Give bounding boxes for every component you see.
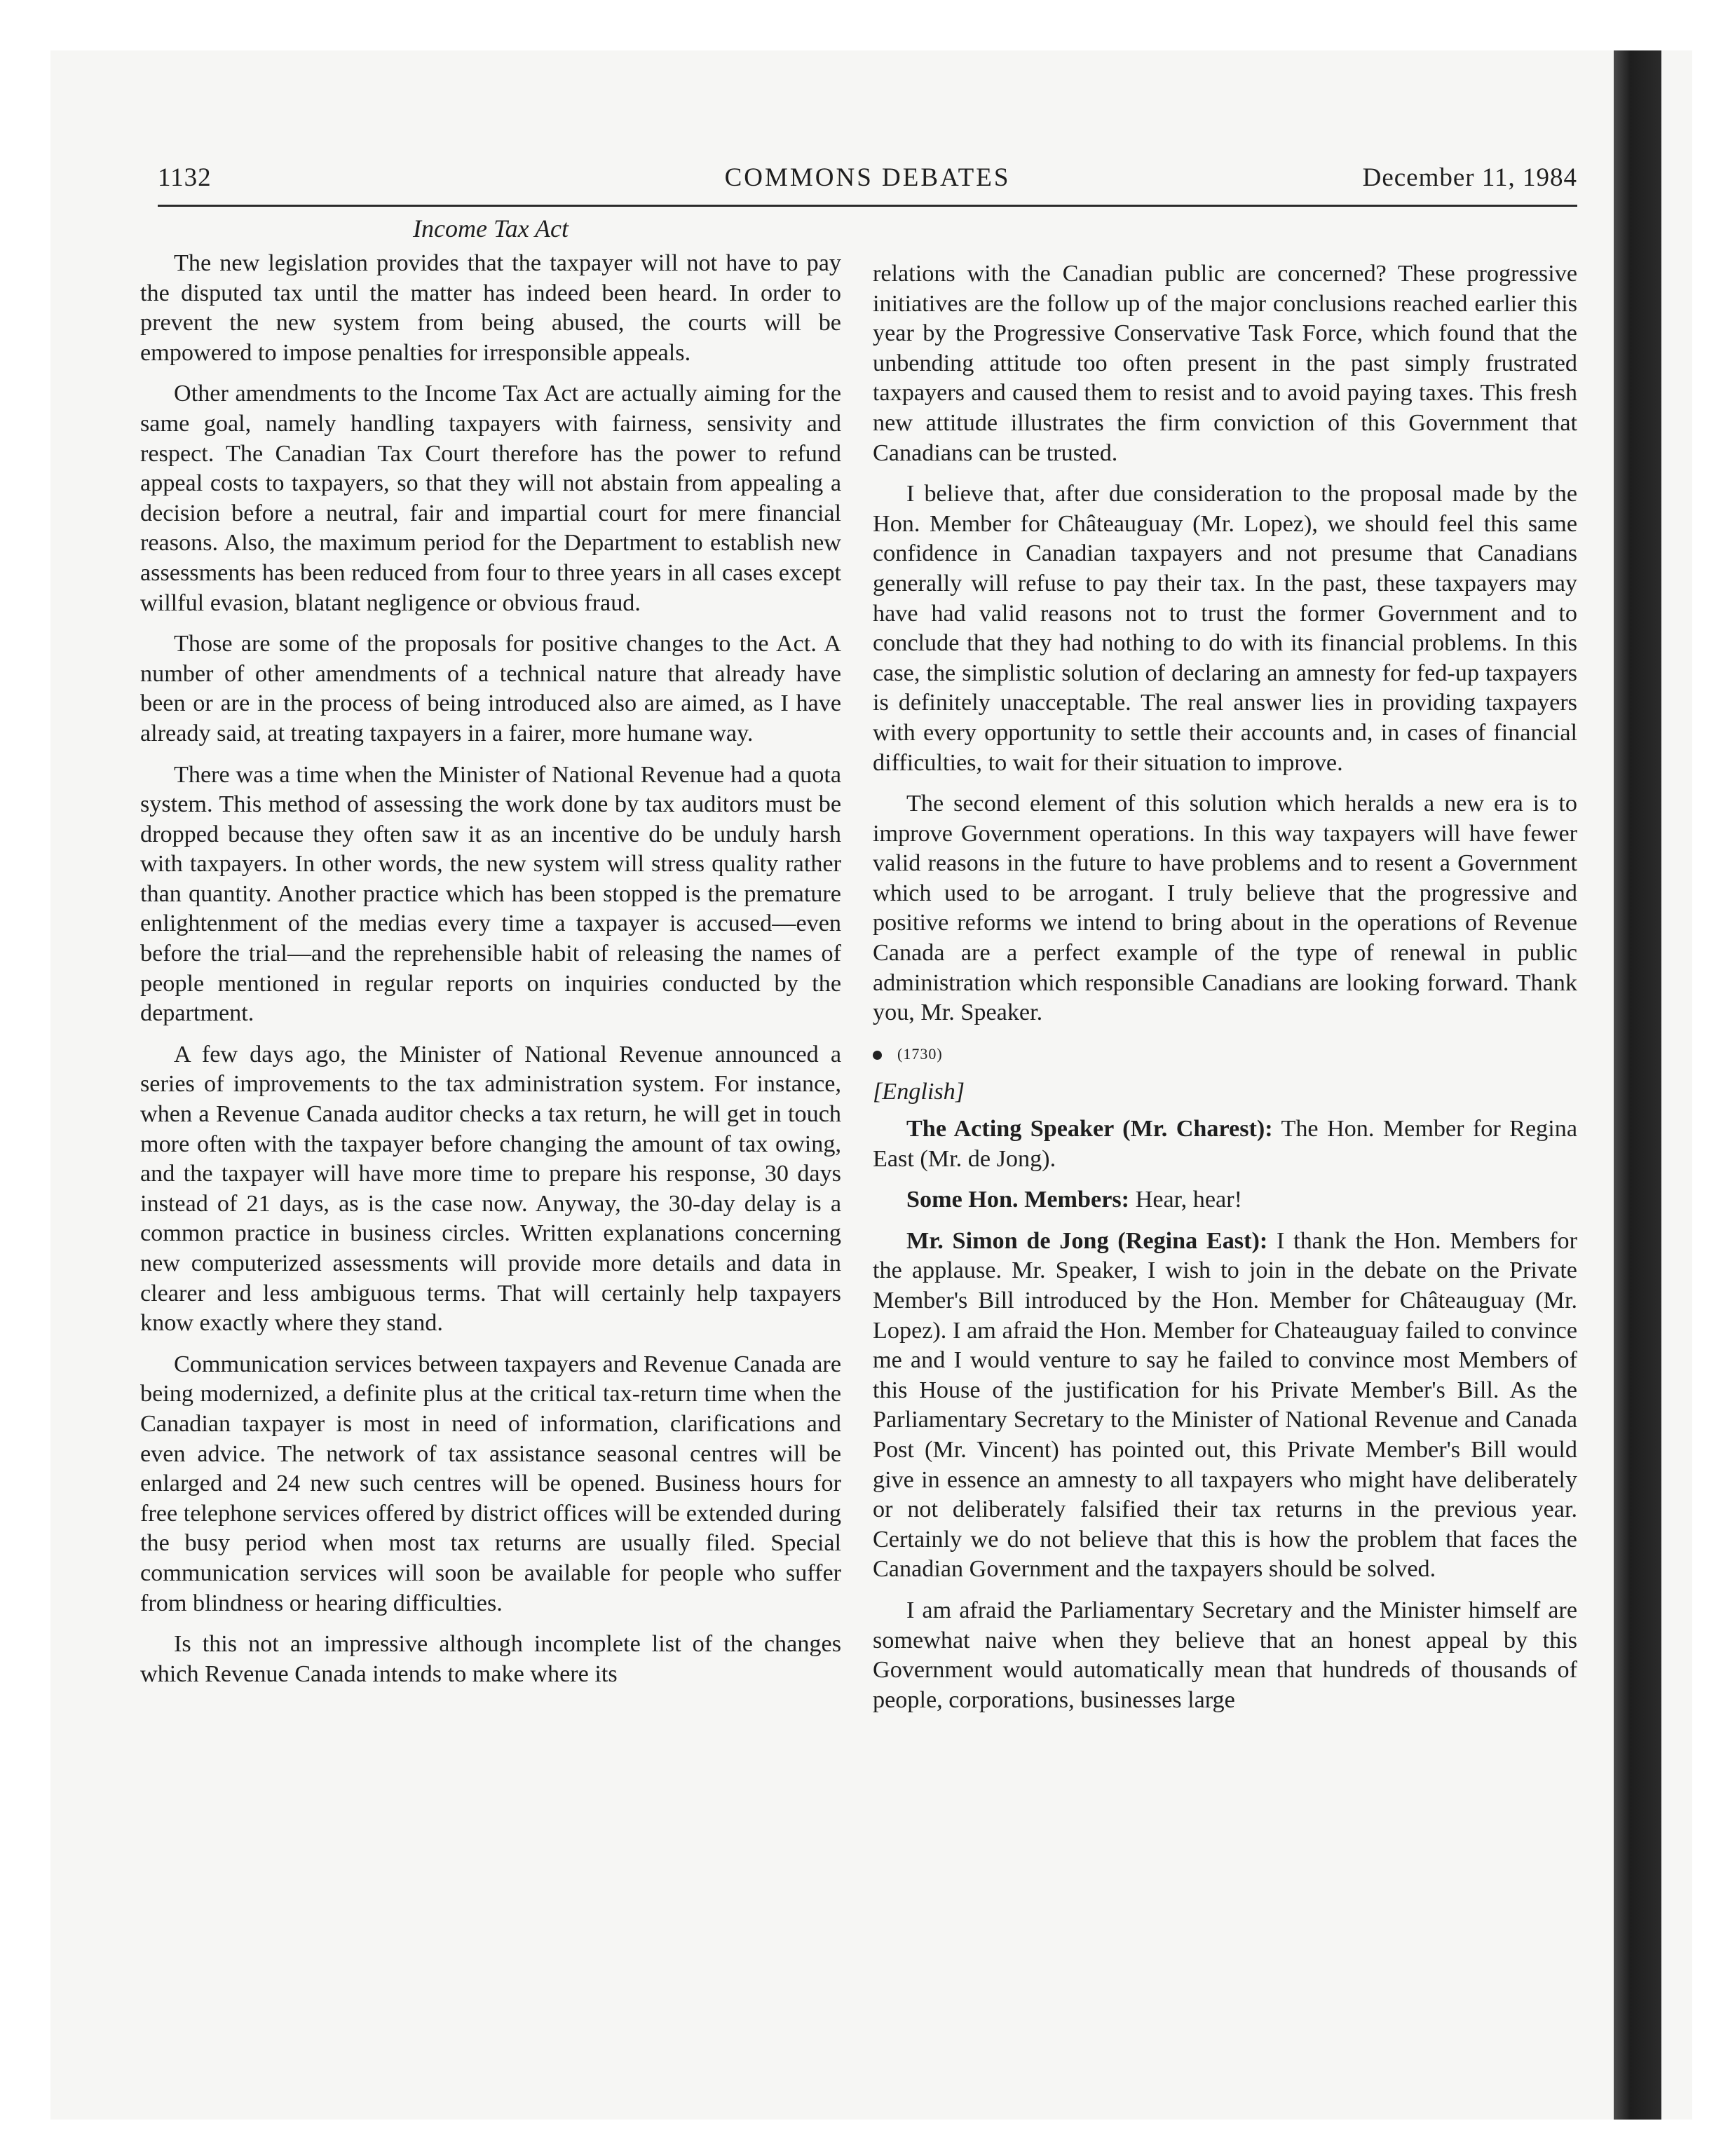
speaker-name: Mr. Simon de Jong (Regina East): bbox=[906, 1227, 1268, 1254]
section-title: Income Tax Act bbox=[413, 214, 569, 243]
paragraph: A few days ago, the Minister of National Revenue announced a series of improvements to the tax administration system. For instance, when a Revenue Canada auditor checks a tax return, he will get in touch more often with the taxpayer before changing the amount of tax owing, and the taxpayer will have more time to prepare his response, 30 days instead of 21 days, as is the case now. Anyway, the 30-day delay is a common practice in business circles. Written explanations concerning new computerized assessments will provide more details and data in clearer and less ambiguous terms. That will certainly help taxpayers know exactly where they stand. bbox=[140, 1041, 841, 1337]
speech-paragraph bbox=[873, 1185, 1577, 1215]
paragraph: The second element of this solution which heralds a new era is to improve Government operations. In this way taxpayers will have fewer valid reasons in the future to have problems and to resent a Government which used to be arrogant. I truly believe that the progressive and positive reforms we intend to bring about in the operations of Revenue Canada are a perfect example of the type of renewal in public administration which responsible Canadians are looking forward. Thank you, Mr. Speaker. bbox=[873, 791, 1577, 1026]
bullet-icon bbox=[873, 1051, 882, 1060]
speaker-name: Some Hon. Members: bbox=[906, 1187, 1130, 1213]
paragraph: I believe that, after due consideration to the proposal made by the Hon. Member for Châteauguay (Mr. Lopez), we should feel this same confidence in Canadian taxpayers and not presume that Canadians generally will refuse to pay their tax. In the past, these taxpayers may have had valid reasons not to trust the former Government and to conclude that they had nothing to do with its financial problems. In this case, the simplistic solution of declaring an amnesty for fed-up taxpayers is definitely unacceptable. The real answer lies in providing taxpayers with every opportunity to settle their accounts and, in cases of financial difficulties, to wait for their situation to improve. bbox=[873, 481, 1577, 776]
speech-text: The Hon. Member for Regina East (Mr. de Jong). bbox=[873, 1116, 1577, 1172]
paragraph: Other amendments to the Income Tax Act are actually aiming for the same goal, namely handling taxpayers with fairness, sensivity and respect. The Canadian Tax Court therefore has the power to refund appeal costs to taxpayers, so that they will not abstain from appealing a decision before a neutral, fair and impartial court for mere financial reasons. Also, the maximum period for the Department to establish new assessments has been reduced from four to three years in all cases except willful evasion, blatant negligence or obvious fraud. bbox=[140, 381, 841, 616]
right-column bbox=[873, 259, 1577, 1726]
speech-text: Hear, hear! bbox=[1135, 1187, 1242, 1213]
paragraph: The new legislation provides that the taxpayer will not have to pay the disputed tax until the matter has indeed been heard. In order to prevent the new system from being abused, the courts will be empowered to impose penalties for irresponsible appeals. bbox=[140, 250, 841, 366]
publication-title: COMMONS DEBATES bbox=[724, 163, 1011, 192]
time-marker-text: (1730) bbox=[897, 1044, 943, 1063]
speech-paragraph bbox=[873, 1227, 1577, 1585]
left-column bbox=[140, 249, 841, 1700]
page-header bbox=[158, 156, 1577, 207]
paragraph: Communication services between taxpayers and Revenue Canada are being modernized, a definite plus at the critical tax-return time when the Canadian taxpayer is most in need of information, clarifications and even advice. The network of tax assistance seasonal centres will be enlarged and 24 new such centres will be opened. Business hours for free telephone services offered by district offices will be extended during the busy period when most tax returns are usually filed. Special communication services will soon be available for people who suffer from blindness or hearing difficulties. bbox=[140, 1351, 841, 1616]
binding-edge bbox=[1614, 50, 1661, 2120]
paragraph: I am afraid the Parliamentary Secretary and the Minister himself are somewhat naive when they believe that an honest appeal by this Government would automatically mean that hundreds of thousands of people, corporations, businesses large bbox=[873, 1597, 1577, 1713]
speaker-name: The Acting Speaker (Mr. Charest): bbox=[906, 1116, 1273, 1142]
speech-paragraph bbox=[873, 1114, 1577, 1174]
paragraph: relations with the Canadian public are concerned? These progressive initiatives are the follow up of the major conclusions reached earlier this year by the Progressive Conservative Task Force, which found that the unbending attitude too often present in the past simply frustrated taxpayers and caused them to resist and to avoid paying taxes. This fresh new attitude illustrates the firm conviction of this Government that Canadians can be trusted. bbox=[873, 261, 1577, 466]
language-tag: [English] bbox=[873, 1079, 965, 1105]
paragraph: Those are some of the proposals for positive changes to the Act. A number of other amendments of a technical nature that already have been or are in the process of being introduced also are aimed, as I have already said, at treating taxpayers in a fairer, more humane way. bbox=[140, 631, 841, 746]
page-number: 1132 bbox=[158, 163, 212, 192]
paragraph: Is this not an impressive although incomplete list of the changes which Revenue Canada intends to make where its bbox=[140, 1631, 841, 1687]
page-date: December 11, 1984 bbox=[1362, 163, 1577, 192]
speech-text: I thank the Hon. Members for the applause. Mr. Speaker, I wish to join in the debate on the Private Member's Bill introduced by the Hon. Member for Châteauguay (Mr. Lopez). I am afraid the Hon. Member for Chateauguay failed to convince me and I would venture to say he failed to convince most Members of this House of the justification for his Private Member's Bill. As the Parliamentary Secretary to the Minister of National Revenue and Canada Post (Mr. Vincent) has pointed out, this Private Member's Bill would give in essence an amnesty to all taxpayers who might have deliberately or not deliberately falsified their tax returns in the previous year. Certainly we do not believe that this is how the problem that faces the Canadian Government and the taxpayers should be solved. bbox=[873, 1227, 1578, 1583]
paragraph: There was a time when the Minister of National Revenue had a quota system. This method of assessing the work done by tax auditors must be dropped because they often saw it as an incentive do be unduly harsh with taxpayers. In other words, the new system will stress quality rather than quantity. Another practice which has been stopped is the premature enlightenment of the medias every time a taxpayer is accused—even before the trial—and the reprehensible habit of releasing the names of people mentioned in regular reports on inquiries conducted by the department. bbox=[140, 761, 841, 1027]
time-marker bbox=[873, 1039, 1577, 1070]
